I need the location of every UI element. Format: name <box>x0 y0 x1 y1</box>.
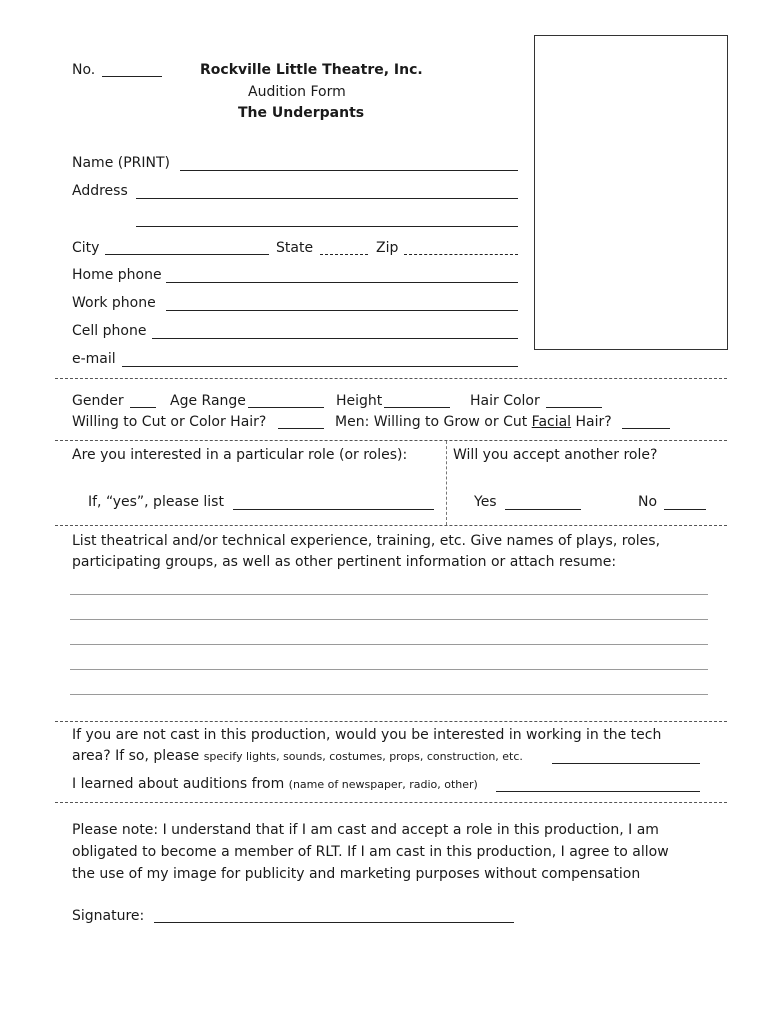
yes-field[interactable] <box>505 509 581 510</box>
section-divider <box>55 721 727 722</box>
tech-question-main: area? If so, please <box>72 748 204 764</box>
section-divider <box>55 525 727 526</box>
yes-label: Yes <box>474 494 497 510</box>
learned-about-main: I learned about auditions from <box>72 776 289 792</box>
men-facial-hair-field[interactable] <box>622 428 670 429</box>
cell-phone-field[interactable] <box>152 338 518 339</box>
tech-interest-field[interactable] <box>552 763 700 764</box>
men-label-facial: Facial <box>531 414 572 430</box>
column-divider <box>446 441 447 525</box>
state-label: State <box>276 240 314 256</box>
tech-question-line1: If you are not cast in this production, would you be interested in working in the tech <box>72 727 662 743</box>
form-number-label: No. <box>72 62 96 78</box>
work-phone-label: Work phone <box>72 295 156 311</box>
state-field[interactable] <box>320 254 368 255</box>
show-title: The Underpants <box>238 105 365 121</box>
form-title: Audition Form <box>248 84 346 100</box>
height-field[interactable] <box>384 407 450 408</box>
address-field-line1[interactable] <box>136 198 518 199</box>
note-line2: obligated to become a member of RLT. If I am cast in this production, I agree to allow <box>72 844 669 860</box>
address-field-line2[interactable] <box>136 226 518 227</box>
experience-line[interactable] <box>70 669 708 670</box>
address-label: Address <box>72 183 128 199</box>
age-range-label: Age Range <box>170 393 246 409</box>
experience-line[interactable] <box>70 594 708 595</box>
no-field[interactable] <box>664 509 706 510</box>
note-line1: Please note: I understand that if I am cast and accept a role in this production, I am <box>72 822 659 838</box>
org-name: Rockville Little Theatre, Inc. <box>200 62 423 78</box>
no-label: No <box>638 494 658 510</box>
learned-about-field[interactable] <box>496 791 700 792</box>
accept-role-question: Will you accept another role? <box>453 447 658 463</box>
experience-line[interactable] <box>70 644 708 645</box>
city-field[interactable] <box>105 254 269 255</box>
zip-field[interactable] <box>404 254 518 255</box>
hair-color-label: Hair Color <box>470 393 540 409</box>
experience-line[interactable] <box>70 619 708 620</box>
home-phone-label: Home phone <box>72 267 162 283</box>
learned-about-examples: (name of newspaper, radio, other) <box>288 778 478 791</box>
signature-field[interactable] <box>154 922 514 923</box>
hair-color-field[interactable] <box>546 407 602 408</box>
age-range-field[interactable] <box>248 407 324 408</box>
experience-prompt-line1: List theatrical and/or technical experience, training, etc. Give names of plays, roles, <box>72 533 661 549</box>
if-yes-label: If, “yes”, please list <box>88 494 224 510</box>
section-divider <box>55 378 727 379</box>
section-divider <box>55 802 727 803</box>
name-field[interactable] <box>180 170 518 171</box>
height-label: Height <box>336 393 383 409</box>
willing-hair-label: Willing to Cut or Color Hair? <box>72 414 267 430</box>
gender-label: Gender <box>72 393 124 409</box>
men-label-suffix: Hair? <box>575 414 612 430</box>
name-label: Name (PRINT) <box>72 155 170 171</box>
city-label: City <box>72 240 100 256</box>
signature-label: Signature: <box>72 908 145 924</box>
tech-question-line2 <box>72 748 523 764</box>
email-label: e-mail <box>72 351 116 367</box>
section-divider <box>55 440 727 441</box>
willing-hair-field[interactable] <box>278 428 324 429</box>
cell-phone-label: Cell phone <box>72 323 147 339</box>
tech-question-examples: specify lights, sounds, costumes, props, construction, etc. <box>203 750 523 763</box>
experience-line[interactable] <box>70 694 708 695</box>
form-number-field[interactable] <box>102 76 162 77</box>
men-label-prefix: Men: Willing to Grow or Cut <box>335 414 528 430</box>
email-field[interactable] <box>122 366 518 367</box>
photo-box <box>534 35 728 350</box>
zip-label: Zip <box>376 240 399 256</box>
work-phone-field[interactable] <box>166 310 518 311</box>
interested-role-question: Are you interested in a particular role (or roles): <box>72 447 408 463</box>
experience-prompt-line2: participating groups, as well as other pertinent information or attach resume: <box>72 554 617 570</box>
role-list-field[interactable] <box>233 509 434 510</box>
home-phone-field[interactable] <box>166 282 518 283</box>
gender-field[interactable] <box>130 407 156 408</box>
note-line3: the use of my image for publicity and marketing purposes without compensation <box>72 866 641 882</box>
men-facial-hair-label <box>335 414 612 430</box>
learned-about-label <box>72 776 478 792</box>
